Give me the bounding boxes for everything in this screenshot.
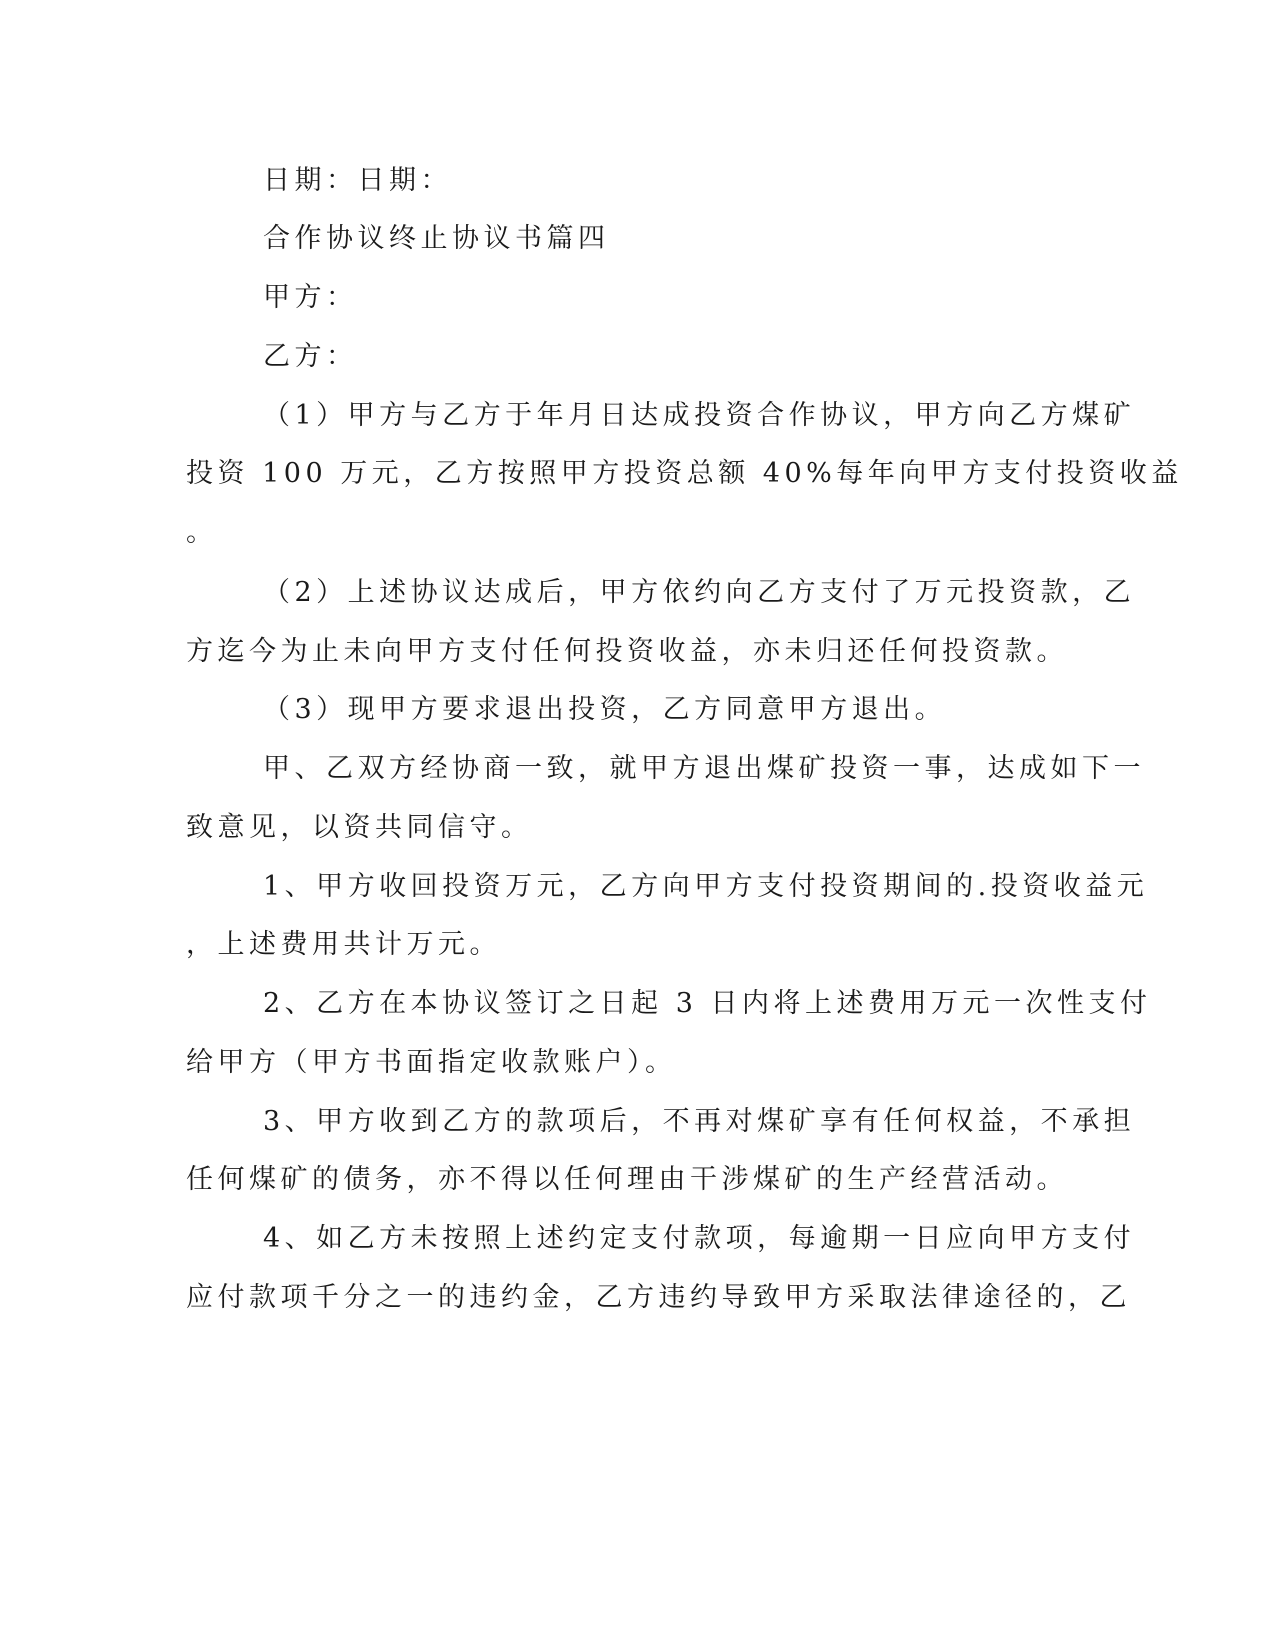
term-2-line-2: 给甲方（甲方书面指定收款账户）。 [186,1047,677,1078]
term-2-line-1: 2、乙方在本协议签订之日起 3 日内将上述费用万元一次性支付 [263,988,1152,1019]
term-1-line-2: ，上述费用共计万元。 [186,929,501,960]
term-3-line-1: 3、甲方收到乙方的款项后，不再对煤矿享有任何权益，不承担 [263,1106,1136,1137]
party-a-line: 甲方： [263,282,358,313]
term-3-line-2: 任何煤矿的债务，亦不得以任何理由干涉煤矿的生产经营活动。 [186,1164,1068,1195]
agreement-intro-line-1: 甲、乙双方经协商一致，就甲方退出煤矿投资一事，达成如下一 [263,753,1145,784]
term-4-line-2: 应付款项千分之一的违约金，乙方违约导致甲方采取法律途径的，乙 [186,1282,1131,1313]
clause-1-line-1: （1）甲方与乙方于年月日达成投资合作协议，甲方向乙方煤矿 [263,400,1136,431]
agreement-intro-line-2: 致意见，以资共同信守。 [186,812,533,843]
party-b-line: 乙方： [263,341,358,372]
clause-2-line-2: 方迄今为止未向甲方支付任何投资收益，亦未归还任何投资款。 [186,636,1068,667]
clause-1-line-3: 。 [186,517,218,548]
term-1-line-1: 1、甲方收回投资万元，乙方向甲方支付投资期间的.投资收益元 [263,871,1149,902]
clause-3-line-1: （3）现甲方要求退出投资，乙方同意甲方退出。 [263,694,947,725]
clause-2-line-1: （2）上述协议达成后，甲方依约向乙方支付了万元投资款，乙 [263,577,1136,608]
date-line: 日期：日期： [263,165,452,196]
section-title: 合作协议终止协议书篇四 [263,223,610,254]
term-4-line-1: 4、如乙方未按照上述约定支付款项，每逾期一日应向甲方支付 [263,1223,1136,1254]
clause-1-line-2: 投资 100 万元，乙方按照甲方投资总额 40%每年向甲方支付投资收益 [186,458,1183,489]
